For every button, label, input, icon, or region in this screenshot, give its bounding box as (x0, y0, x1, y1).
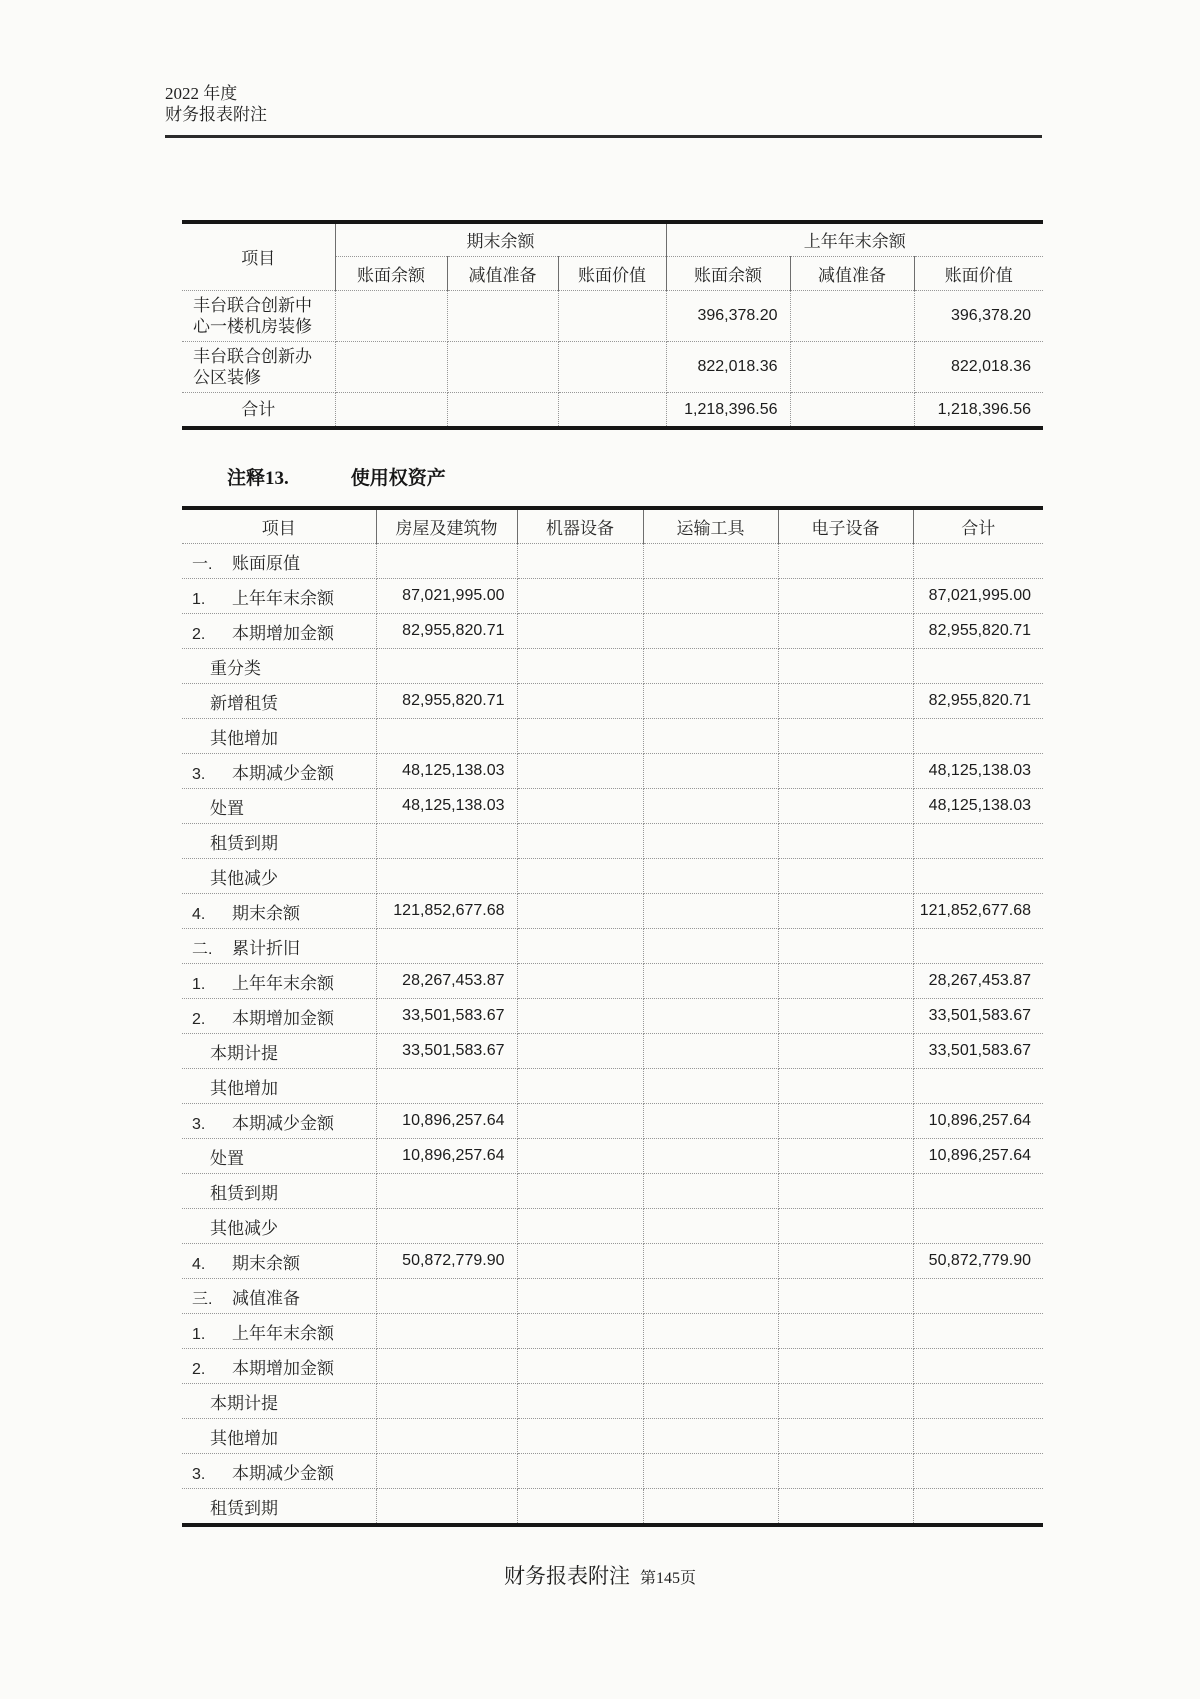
cell-value: 87,021,995.00 (376, 579, 517, 614)
table-row (182, 1489, 1043, 1526)
row-marker: 1. (192, 1325, 206, 1343)
cell-value (517, 999, 643, 1034)
cell-value: 822,018.36 (666, 341, 790, 392)
cell-value (376, 1454, 517, 1489)
cell-value (913, 1314, 1043, 1349)
cell-value (517, 1349, 643, 1384)
cell-value: 87,021,995.00 (913, 579, 1043, 614)
cell-value (376, 649, 517, 684)
cell-value (376, 929, 517, 964)
cell-value (643, 1384, 778, 1419)
row-item-label: 二. 累计折旧 (182, 929, 376, 964)
table-row (182, 929, 1043, 964)
cell-value (643, 1174, 778, 1209)
table-row (182, 1349, 1043, 1384)
row-marker: 4. (192, 905, 206, 923)
row-item-label: 重分类 (182, 649, 376, 684)
cell-value: 48,125,138.03 (376, 754, 517, 789)
cell-value (643, 1069, 778, 1104)
table-row (182, 894, 1043, 929)
row-marker: 2. (192, 1010, 206, 1028)
cell-value (778, 1279, 913, 1314)
cell-value (643, 614, 778, 649)
cell-value (778, 719, 913, 754)
cell-value (778, 1244, 913, 1279)
cell-value (913, 859, 1043, 894)
cell-value (517, 1384, 643, 1419)
rou-table-body (182, 544, 1043, 1526)
cell-value (643, 894, 778, 929)
table-row (182, 1314, 1043, 1349)
table-row (182, 1384, 1043, 1419)
row-marker: 2. (192, 625, 206, 643)
table-row (182, 544, 1043, 579)
cell-value: 48,125,138.03 (376, 789, 517, 824)
cell-value (558, 341, 666, 392)
cell-value (643, 929, 778, 964)
cell-value (376, 824, 517, 859)
cell-value (517, 824, 643, 859)
row-item-label: 2. 本期增加金额 (182, 999, 376, 1034)
row-marker: 二. (192, 940, 213, 958)
cell-value (913, 1209, 1043, 1244)
note-title: 使用权资产 (350, 467, 446, 489)
cell-value (643, 859, 778, 894)
cell-value (778, 1034, 913, 1069)
row-item-label: 其他减少 (182, 1209, 376, 1244)
cell-value (643, 754, 778, 789)
cell-value (517, 684, 643, 719)
cell-value (447, 392, 558, 428)
row-item-label: 丰台联合创新办公区装修 (182, 341, 335, 392)
table-row (182, 754, 1043, 789)
page-footer (0, 1560, 1200, 1590)
row-item-label: 本期计提 (182, 1384, 376, 1419)
col-header-vehicles: 运输工具 (643, 508, 778, 544)
cell-value (778, 1489, 913, 1526)
table-row (182, 1104, 1043, 1139)
cell-value (643, 1489, 778, 1526)
row-item-label: 新增租赁 (182, 684, 376, 719)
cell-value (913, 1454, 1043, 1489)
table-row (182, 1454, 1043, 1489)
cell-value (517, 1139, 643, 1174)
cell-value (376, 1384, 517, 1419)
cell-value (643, 1314, 778, 1349)
cell-value (558, 290, 666, 341)
cell-value (643, 684, 778, 719)
decoration-table-group-header-row (182, 222, 1043, 256)
cell-value: 48,125,138.03 (913, 754, 1043, 789)
cell-value: 50,872,779.90 (376, 1244, 517, 1279)
footer-title: 财务报表附注 (503, 1564, 630, 1588)
cell-value (643, 579, 778, 614)
cell-value (517, 579, 643, 614)
cell-value: 82,955,820.71 (913, 614, 1043, 649)
cell-value (778, 649, 913, 684)
cell-value (517, 544, 643, 579)
cell-value (517, 1454, 643, 1489)
cell-value (913, 1489, 1043, 1526)
note-heading (227, 463, 1042, 490)
cell-value (778, 1349, 913, 1384)
cell-value (790, 290, 914, 341)
cell-value (643, 1139, 778, 1174)
table-row (182, 1034, 1043, 1069)
row-item-label: 2. 本期增加金额 (182, 1349, 376, 1384)
cell-value (447, 290, 558, 341)
row-marker: 3. (192, 1465, 206, 1483)
cell-value (778, 1069, 913, 1104)
col-group-prior-year-balance: 上年年末余额 (666, 222, 1043, 256)
row-marker: 4. (192, 1255, 206, 1273)
cell-value (643, 544, 778, 579)
cell-value (517, 1244, 643, 1279)
cell-value (558, 392, 666, 428)
cell-value (790, 392, 914, 428)
row-item-label: 租赁到期 (182, 1489, 376, 1526)
cell-value (517, 754, 643, 789)
cell-value (643, 1454, 778, 1489)
cell-value (376, 1209, 517, 1244)
cell-value: 822,018.36 (914, 341, 1043, 392)
cell-value (517, 859, 643, 894)
row-item-label: 三. 减值准备 (182, 1279, 376, 1314)
table-row (182, 684, 1043, 719)
cell-value (778, 1384, 913, 1419)
cell-value (913, 649, 1043, 684)
cell-value (778, 1174, 913, 1209)
cell-value: 10,896,257.64 (376, 1139, 517, 1174)
cell-value (517, 649, 643, 684)
cell-value: 396,378.20 (914, 290, 1043, 341)
row-marker: 3. (192, 1115, 206, 1133)
cell-value: 33,501,583.67 (376, 1034, 517, 1069)
cell-value (335, 290, 447, 341)
cell-value (778, 999, 913, 1034)
cell-value: 48,125,138.03 (913, 789, 1043, 824)
row-item-label: 3. 本期减少金额 (182, 754, 376, 789)
cell-value (517, 929, 643, 964)
table-row (182, 859, 1043, 894)
cell-value (778, 544, 913, 579)
cell-value (913, 1349, 1043, 1384)
cell-value (517, 894, 643, 929)
row-item-label: 2. 本期增加金额 (182, 614, 376, 649)
cell-value (778, 894, 913, 929)
cell-value (643, 1244, 778, 1279)
cell-value: 10,896,257.64 (913, 1104, 1043, 1139)
page-content (165, 83, 1042, 1527)
cell-value (447, 341, 558, 392)
cell-value (376, 859, 517, 894)
table-row (182, 392, 1043, 428)
table-row (182, 1139, 1043, 1174)
row-marker: 三. (192, 1290, 213, 1308)
table-row (182, 1419, 1043, 1454)
cell-value (778, 614, 913, 649)
cell-value: 28,267,453.87 (376, 964, 517, 999)
cell-value: 1,218,396.56 (914, 392, 1043, 428)
cell-value (778, 1139, 913, 1174)
col-header-impairment-prior: 减值准备 (790, 256, 914, 290)
table-row (182, 614, 1043, 649)
cell-value (517, 789, 643, 824)
cell-value (913, 1279, 1043, 1314)
cell-value (778, 579, 913, 614)
decoration-table (182, 220, 1043, 430)
cell-value (778, 1209, 913, 1244)
cell-value: 121,852,677.68 (376, 894, 517, 929)
cell-value (376, 1069, 517, 1104)
cell-value (643, 1209, 778, 1244)
table-row (182, 999, 1043, 1034)
cell-value (913, 1419, 1043, 1454)
cell-value (517, 1419, 643, 1454)
cell-value (643, 964, 778, 999)
cell-value: 82,955,820.71 (376, 614, 517, 649)
table-row (182, 789, 1043, 824)
cell-value (643, 999, 778, 1034)
cell-value (376, 1349, 517, 1384)
table-row (182, 1279, 1043, 1314)
row-item-label: 1. 上年年末余额 (182, 964, 376, 999)
cell-value (376, 1174, 517, 1209)
table-row (182, 719, 1043, 754)
right-of-use-asset-table (182, 506, 1043, 1528)
cell-value: 1,218,396.56 (666, 392, 790, 428)
note-number: 注释13. (227, 467, 289, 489)
cell-value (376, 719, 517, 754)
cell-value: 33,501,583.67 (913, 1034, 1043, 1069)
col-header-buildings: 房屋及建筑物 (376, 508, 517, 544)
cell-value (913, 1174, 1043, 1209)
cell-value (517, 964, 643, 999)
cell-value (517, 719, 643, 754)
row-item-label: 本期计提 (182, 1034, 376, 1069)
cell-value: 396,378.20 (666, 290, 790, 341)
cell-value (643, 649, 778, 684)
cell-value (517, 1209, 643, 1244)
cell-value (376, 1279, 517, 1314)
cell-value (643, 824, 778, 859)
cell-value: 28,267,453.87 (913, 964, 1043, 999)
col-header-item: 项目 (182, 508, 376, 544)
row-item-label: 1. 上年年末余额 (182, 1314, 376, 1349)
table-row (182, 290, 1043, 341)
table-row (182, 824, 1043, 859)
rou-table-header-row (182, 508, 1043, 544)
cell-value (913, 1069, 1043, 1104)
cell-value (778, 754, 913, 789)
cell-value (643, 1104, 778, 1139)
document-header (165, 83, 1042, 138)
doc-title: 财务报表附注 (165, 105, 267, 124)
table-row (182, 964, 1043, 999)
cell-value (778, 1419, 913, 1454)
cell-value (643, 1419, 778, 1454)
cell-value (517, 1069, 643, 1104)
table-row (182, 1244, 1043, 1279)
cell-value: 121,852,677.68 (913, 894, 1043, 929)
cell-value (913, 929, 1043, 964)
decoration-table-body (182, 290, 1043, 428)
col-group-closing-balance: 期末余额 (335, 222, 666, 256)
row-item-label: 4. 期末余额 (182, 894, 376, 929)
row-item-label: 租赁到期 (182, 824, 376, 859)
table-row (182, 1069, 1043, 1104)
cell-value (643, 789, 778, 824)
cell-value (517, 1314, 643, 1349)
cell-value (778, 859, 913, 894)
cell-value: 82,955,820.71 (376, 684, 517, 719)
row-marker: 1. (192, 975, 206, 993)
cell-value (643, 1279, 778, 1314)
row-item-label: 3. 本期减少金额 (182, 1104, 376, 1139)
cell-value (778, 789, 913, 824)
table-row (182, 1174, 1043, 1209)
cell-value (376, 1489, 517, 1526)
cell-value (778, 929, 913, 964)
cell-value: 10,896,257.64 (913, 1139, 1043, 1174)
col-header-electronics: 电子设备 (778, 508, 913, 544)
row-item-label: 1. 上年年末余额 (182, 579, 376, 614)
row-item-label: 处置 (182, 1139, 376, 1174)
row-marker: 1. (192, 590, 206, 608)
cell-value (913, 1384, 1043, 1419)
row-item-label: 其他减少 (182, 859, 376, 894)
cell-value (335, 392, 447, 428)
cell-value (517, 1489, 643, 1526)
cell-value (778, 1314, 913, 1349)
row-item-label: 丰台联合创新中心一楼机房装修 (182, 290, 335, 341)
row-marker: 2. (192, 1360, 206, 1378)
table-row (182, 341, 1043, 392)
cell-value (778, 1104, 913, 1139)
cell-value (517, 614, 643, 649)
cell-value (913, 544, 1043, 579)
footer-page-number: 第145页 (639, 1570, 696, 1587)
cell-value (517, 1279, 643, 1314)
col-header-book-balance-prior: 账面余额 (666, 256, 790, 290)
row-marker: 3. (192, 765, 206, 783)
col-header-machinery: 机器设备 (517, 508, 643, 544)
col-header-book-value-prior: 账面价值 (914, 256, 1043, 290)
col-header-book-balance: 账面余额 (335, 256, 447, 290)
cell-value (643, 1034, 778, 1069)
row-item-label: 4. 期末余额 (182, 1244, 376, 1279)
cell-value (778, 964, 913, 999)
doc-year: 2022 年度 (165, 84, 238, 103)
cell-value: 50,872,779.90 (913, 1244, 1043, 1279)
row-item-label: 其他增加 (182, 719, 376, 754)
cell-value (790, 341, 914, 392)
row-item-label: 其他增加 (182, 1419, 376, 1454)
cell-value (376, 1314, 517, 1349)
row-item-label: 一. 账面原值 (182, 544, 376, 579)
cell-value (913, 719, 1043, 754)
col-header-book-value: 账面价值 (558, 256, 666, 290)
cell-value (643, 1349, 778, 1384)
cell-value (778, 1454, 913, 1489)
cell-value (778, 824, 913, 859)
cell-value (517, 1174, 643, 1209)
cell-value (913, 824, 1043, 859)
cell-value (778, 684, 913, 719)
col-header-item: 项目 (182, 222, 335, 290)
cell-value (335, 341, 447, 392)
cell-value (517, 1034, 643, 1069)
col-header-total: 合计 (913, 508, 1043, 544)
col-header-impairment: 减值准备 (447, 256, 558, 290)
cell-value (643, 719, 778, 754)
row-item-label: 其他增加 (182, 1069, 376, 1104)
row-item-label: 3. 本期减少金额 (182, 1454, 376, 1489)
cell-value: 82,955,820.71 (913, 684, 1043, 719)
cell-value: 33,501,583.67 (913, 999, 1043, 1034)
table-row (182, 1209, 1043, 1244)
cell-value: 33,501,583.67 (376, 999, 517, 1034)
cell-value (376, 544, 517, 579)
row-item-label: 处置 (182, 789, 376, 824)
table-row (182, 579, 1043, 614)
cell-value (376, 1419, 517, 1454)
row-item-label: 合计 (182, 392, 335, 428)
cell-value (517, 1104, 643, 1139)
row-marker: 一. (192, 555, 213, 573)
row-item-label: 租赁到期 (182, 1174, 376, 1209)
table-row (182, 649, 1043, 684)
cell-value: 10,896,257.64 (376, 1104, 517, 1139)
